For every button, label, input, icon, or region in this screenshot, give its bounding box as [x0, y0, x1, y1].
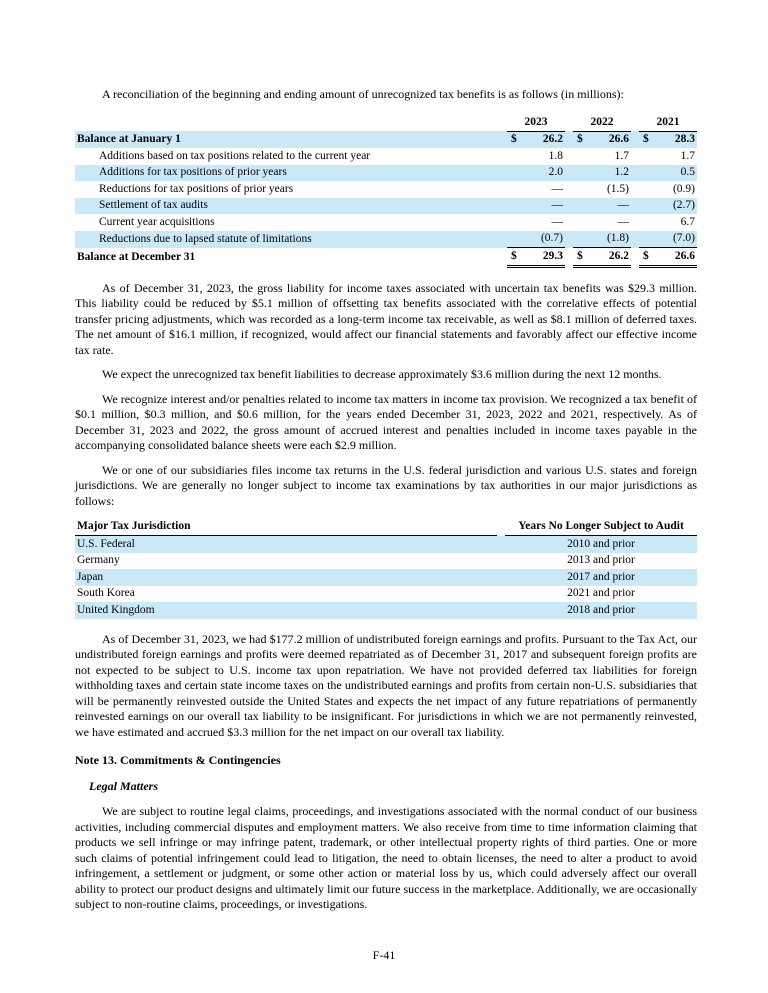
row-label: Settlement of tax audits	[75, 198, 507, 215]
cell-value: —	[522, 198, 565, 215]
page-number: F-41	[372, 947, 396, 962]
cell-value: 26.2	[522, 131, 565, 148]
year-header-2023: 2023	[507, 115, 565, 132]
paragraph-gross-liability: As of December 31, 2023, the gross liability for income taxes associated with uncertain tax benefits was $29.3 million. This liability could be reduced by $5.1 million of offsetting tax benefits associated with the correlative effects of potential transfer pricing adjustments, which was recorded as a long-term income tax receivable, as well as $8.1 million of deferred taxes. The net amount of $16.1 million, if recognized, would affect our financial statements and favorably affect our effective income tax rate.	[75, 280, 697, 357]
cell-value: 26.2	[588, 248, 631, 267]
cell-value: 0.5	[654, 165, 697, 182]
currency-symbol: $	[639, 248, 654, 267]
currency-symbol: $	[507, 131, 522, 148]
jurisdiction-header: Major Tax Jurisdiction	[75, 518, 497, 536]
currency-symbol: $	[573, 248, 588, 267]
cell-value: (2.7)	[654, 198, 697, 215]
legal-matters-subheading: Legal Matters	[89, 778, 158, 793]
cell-value: (7.0)	[654, 231, 697, 248]
cell-value: 29.3	[522, 248, 565, 267]
table-row	[75, 231, 697, 248]
cell-value: —	[551, 182, 563, 195]
currency-symbol: $	[573, 131, 588, 148]
jurisdiction-years: 2013 and prior	[567, 554, 635, 566]
paragraph-legal-claims: We are subject to routine legal claims, proceedings, and investigations associated with the normal conduct of our business activities, including commercial disputes and employment matters. We also receive from time to time information claiming that products we sell infringe or may infringe patent, trademark, or other intellectual property rights of third parties. One or more such claims of potential infringement could lead to litigation, the need to obtain licenses, the need to alter a product to avoid infringement, a settlement or judgment, or some other action or material loss by us, which could adversely affect our overall ability to protect our product designs and ultimately limit our future success in the marketplace. Additionally, we are occasionally subject to non-routine claims, proceedings, or investigations.	[75, 804, 697, 911]
row-label: Current year acquisitions	[99, 215, 215, 228]
table-header-row	[75, 115, 697, 132]
row-label: Balance at December 31	[77, 251, 196, 263]
row-label: Balance at January 1	[75, 131, 507, 148]
jurisdiction-years: 2017 and prior	[505, 569, 697, 586]
year-header-2021: 2021	[639, 115, 697, 132]
cell-value: (0.7)	[522, 231, 565, 248]
cell-value: —	[617, 215, 629, 228]
table-row	[75, 181, 697, 198]
jurisdiction-name: U.S. Federal	[75, 536, 497, 553]
currency-symbol: $	[639, 131, 654, 148]
intro-paragraph: A reconciliation of the beginning and ending amount of unrecognized tax benefits is as follows (in millions):	[102, 87, 624, 101]
table-row	[75, 198, 697, 215]
cell-value: —	[551, 215, 563, 228]
cell-value: (1.8)	[588, 231, 631, 248]
table-row	[75, 214, 697, 231]
unrecognized-tax-benefits-table	[75, 115, 697, 268]
jurisdiction-name: South Korea	[77, 587, 135, 599]
jurisdiction-years: 2021 and prior	[567, 587, 635, 599]
row-label: Reductions for tax positions of prior years	[99, 182, 294, 195]
row-label: Additions for tax positions of prior years	[75, 165, 507, 182]
cell-value: (1.5)	[606, 182, 629, 195]
table-row	[75, 536, 697, 553]
table-row	[75, 148, 697, 165]
jurisdiction-years: 2010 and prior	[505, 536, 697, 553]
paragraph-foreign-earnings: As of December 31, 2023, we had $177.2 million of undistributed foreign earnings and profits. Pursuant to the Tax Act, our undistributed foreign earnings and profits were deemed repatriated as of December 31, 2017 and subsequent foreign profits are not expected to be subject to U.S. income tax upon repatriation. We have not provided deferred tax liabilities for foreign withholding taxes and certain state income taxes on the undistributed earnings and profits from certain non-U.S. subsidiaries that will be permanently reinvested outside the United States and expects the net impact of any future repatriations of permanently reinvested earnings on our overall tax liability to be insignificant. For jurisdictions in which we are not permanently reinvested, we have estimated and accrued $3.3 million for the net impact on our overall tax liability.	[75, 631, 697, 739]
empty-header-cell	[75, 115, 507, 132]
row-label: Additions based on tax positions related to the current year	[99, 149, 371, 162]
cell-value: 6.7	[680, 215, 695, 228]
cell-value: 1.2	[588, 165, 631, 182]
table-row	[75, 586, 697, 603]
table-row	[75, 569, 697, 586]
major-tax-jurisdiction-table	[75, 518, 697, 619]
cell-value: 26.6	[588, 131, 631, 148]
paragraph-expected-decrease: We expect the unrecognized tax benefit liabilities to decrease approximately $3.6 million during the next 12 months.	[102, 367, 662, 381]
cell-value: 1.8	[548, 149, 563, 162]
table-row	[75, 131, 697, 148]
jurisdiction-years: 2018 and prior	[505, 602, 697, 619]
years-header: Years No Longer Subject to Audit	[505, 518, 697, 536]
jurisdiction-name: Japan	[75, 569, 497, 586]
table-row	[75, 165, 697, 182]
row-label: Reductions due to lapsed statute of limitations	[75, 231, 507, 248]
cell-value: 28.3	[654, 131, 697, 148]
paragraph-tax-returns: We or one of our subsidiaries files income tax returns in the U.S. federal jurisdiction and various U.S. states and foreign jurisdictions. We are generally no longer subject to income tax examinations by tax authorities in our major jurisdictions as follows:	[75, 462, 697, 508]
cell-value: 2.0	[522, 165, 565, 182]
paragraph-interest-penalties: We recognize interest and/or penalties related to income tax matters in income tax provision. We recognized a tax benefit of $0.1 million, $0.3 million, and $0.6 million, for the years ended December 31, 2023, 2022 and 2021, respectively. As of December 31, 2023 and 2022, the gross amount of accrued interest and penalties included in income taxes payable in the accompanying consolidated balance sheets were each $2.9 million.	[75, 391, 697, 452]
currency-symbol: $	[507, 248, 522, 267]
cell-value: —	[588, 198, 631, 215]
table-header-row	[75, 518, 697, 536]
note-13-heading: Note 13. Commitments & Contingencies	[75, 753, 281, 767]
table-row	[75, 248, 697, 267]
cell-value: (0.9)	[672, 182, 695, 195]
table-row	[75, 553, 697, 570]
jurisdiction-name: Germany	[77, 554, 120, 566]
jurisdiction-name: United Kingdom	[75, 602, 497, 619]
table-row	[75, 602, 697, 619]
cell-value: 26.6	[654, 248, 697, 267]
year-header-2022: 2022	[573, 115, 631, 132]
cell-value: 1.7	[614, 149, 629, 162]
cell-value: 1.7	[680, 149, 695, 162]
